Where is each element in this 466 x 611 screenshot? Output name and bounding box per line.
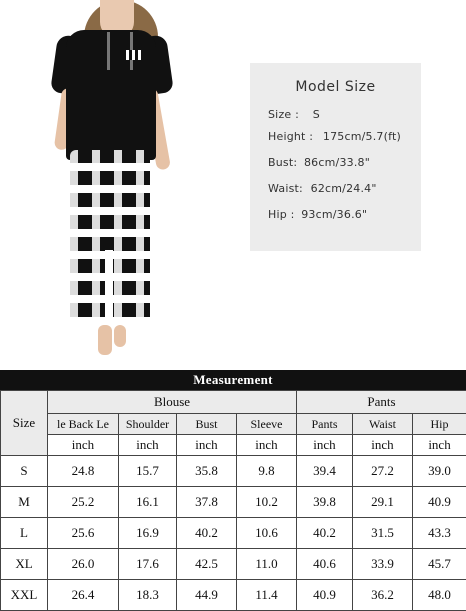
- value-cell: 39.4: [297, 456, 353, 487]
- value-cell: 25.6: [48, 518, 119, 549]
- value-cell: 16.1: [119, 487, 177, 518]
- table-row: [1, 456, 466, 487]
- value-cell: 40.2: [297, 518, 353, 549]
- pants-group-header: Pants: [297, 391, 466, 414]
- value-cell: 37.8: [177, 487, 237, 518]
- value-cell: 29.1: [353, 487, 413, 518]
- size-cell: M: [1, 487, 48, 518]
- value-cell: 40.2: [177, 518, 237, 549]
- value-cell: 48.0: [413, 580, 466, 611]
- row-label: Waist:: [268, 182, 303, 195]
- row-value: 86cm/33.8": [304, 156, 370, 169]
- model-bust-row: [268, 156, 370, 169]
- column-header-row: [1, 414, 466, 435]
- model-size-title: Model Size: [250, 79, 421, 95]
- blouse-group-header: Blouse: [48, 391, 297, 414]
- column-header: Sleeve: [237, 414, 297, 435]
- value-cell: 40.6: [297, 549, 353, 580]
- value-cell: 39.0: [413, 456, 466, 487]
- row-value: 93cm/36.6": [301, 208, 367, 221]
- value-cell: 45.7: [413, 549, 466, 580]
- value-cell: 11.4: [237, 580, 297, 611]
- model-height-row: [268, 130, 401, 143]
- unit-label: inch: [177, 435, 237, 456]
- size-cell: XXL: [1, 580, 48, 611]
- value-cell: 16.9: [119, 518, 177, 549]
- size-cell: XL: [1, 549, 48, 580]
- unit-label: inch: [237, 435, 297, 456]
- unit-label: inch: [119, 435, 177, 456]
- value-cell: 17.6: [119, 549, 177, 580]
- value-cell: 11.0: [237, 549, 297, 580]
- value-cell: 42.5: [177, 549, 237, 580]
- unit-row: [1, 435, 466, 456]
- unit-label: inch: [413, 435, 466, 456]
- row-value: 175cm/5.7(ft): [323, 130, 401, 143]
- size-cell: L: [1, 518, 48, 549]
- row-label: Hip :: [268, 208, 295, 221]
- value-cell: 31.5: [353, 518, 413, 549]
- size-cell: S: [1, 456, 48, 487]
- row-value: 62cm/24.4": [311, 182, 377, 195]
- value-cell: 40.9: [413, 487, 466, 518]
- unit-label: inch: [353, 435, 413, 456]
- value-cell: 24.8: [48, 456, 119, 487]
- column-header: Hip: [413, 414, 466, 435]
- value-cell: 26.0: [48, 549, 119, 580]
- pants-leg-gap: [105, 250, 113, 328]
- model-size-row: [268, 108, 320, 121]
- table-row: [1, 487, 466, 518]
- table-row: [1, 518, 466, 549]
- value-cell: 35.8: [177, 456, 237, 487]
- model-photo: [0, 0, 240, 370]
- value-cell: 40.9: [297, 580, 353, 611]
- size-header: Size: [1, 391, 48, 456]
- value-cell: 33.9: [353, 549, 413, 580]
- value-cell: 43.3: [413, 518, 466, 549]
- model-hip-row: [268, 208, 367, 221]
- row-value: S: [313, 108, 320, 121]
- size-chart-table: [0, 390, 466, 611]
- table-row: [1, 549, 466, 580]
- column-header: Pants: [297, 414, 353, 435]
- group-header-row: [1, 391, 466, 414]
- value-cell: 10.2: [237, 487, 297, 518]
- value-cell: 9.8: [237, 456, 297, 487]
- plaid-pocket: [126, 50, 144, 60]
- value-cell: 25.2: [48, 487, 119, 518]
- unit-label: inch: [48, 435, 119, 456]
- model-waist-row: [268, 182, 377, 195]
- column-header: le Back Le: [48, 414, 119, 435]
- value-cell: 27.2: [353, 456, 413, 487]
- left-foot: [98, 325, 112, 355]
- column-header: Bust: [177, 414, 237, 435]
- value-cell: 39.8: [297, 487, 353, 518]
- column-header: Shoulder: [119, 414, 177, 435]
- row-label: Size :: [268, 108, 299, 121]
- value-cell: 36.2: [353, 580, 413, 611]
- row-label: Bust:: [268, 156, 297, 169]
- value-cell: 15.7: [119, 456, 177, 487]
- value-cell: 44.9: [177, 580, 237, 611]
- value-cell: 26.4: [48, 580, 119, 611]
- row-label: Height :: [268, 130, 313, 143]
- model-size-card: [250, 63, 421, 251]
- unit-label: inch: [297, 435, 353, 456]
- right-foot: [114, 325, 126, 347]
- column-header: Waist: [353, 414, 413, 435]
- value-cell: 18.3: [119, 580, 177, 611]
- value-cell: 10.6: [237, 518, 297, 549]
- measurement-title-bar: Measurement: [0, 370, 466, 390]
